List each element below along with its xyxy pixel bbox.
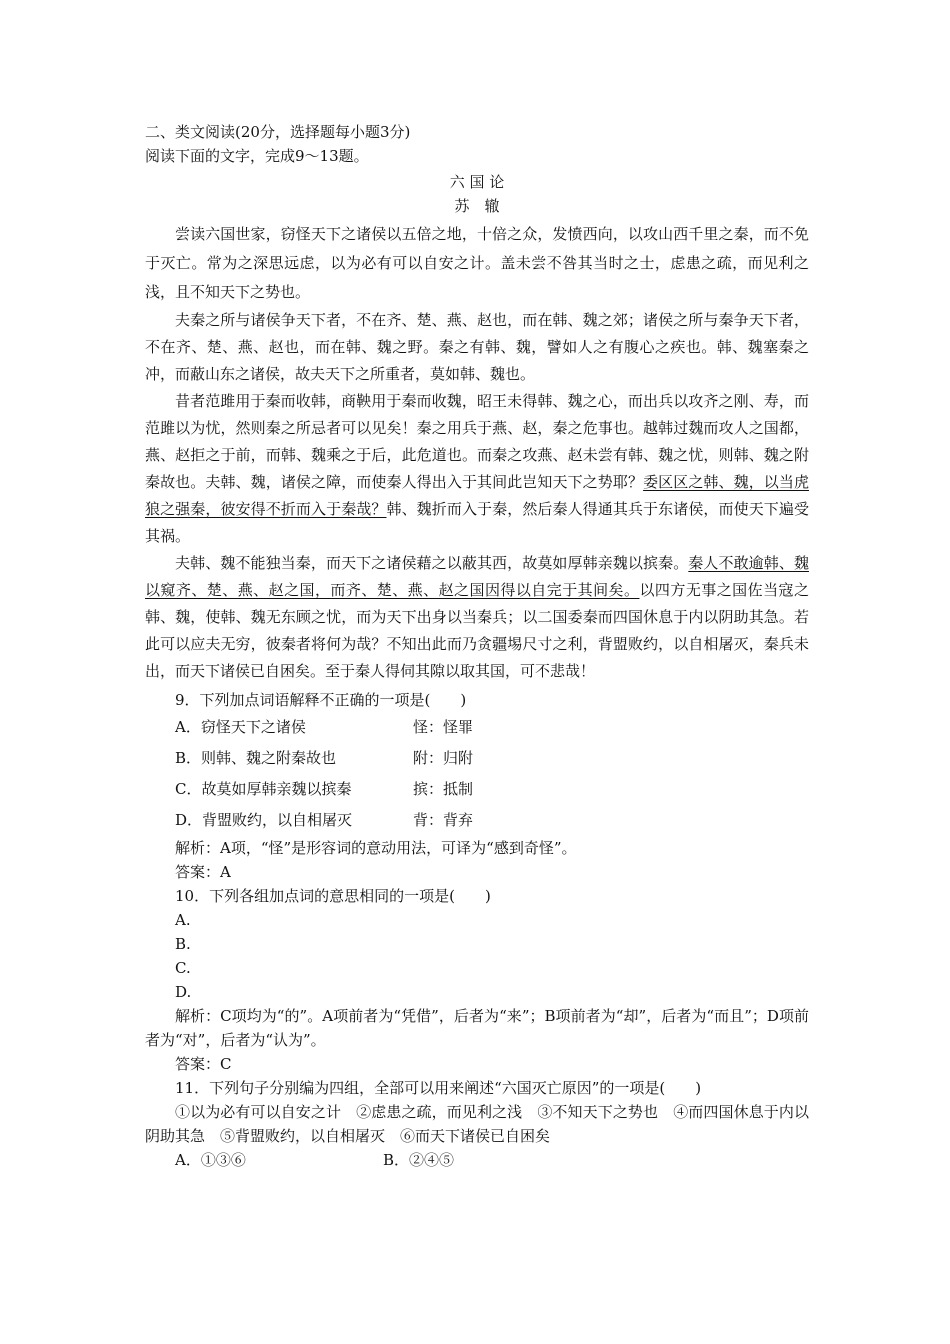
instruction: 阅读下面的文字，完成9～13题。 <box>145 147 369 165</box>
option-gloss: 怪：怪罪 <box>413 718 474 736</box>
question-10-stem: 10．下列各组加点词的意思相同的一项是( ) <box>175 887 491 905</box>
question-9-option-c <box>145 774 809 805</box>
paragraph-text: 韩、魏折而入于秦，然后秦人得通其兵于东诸侯，而使天下遍受其祸。 <box>145 500 809 545</box>
question-9-option-a <box>145 712 809 743</box>
question-10-answer: 答案：C <box>175 1055 232 1073</box>
question-10-option-a: A. <box>175 911 191 929</box>
option-sentence: D．背盟败约，以自相屠灭 <box>175 811 353 829</box>
paragraph-text: 夫韩、魏不能独当秦，而天下之诸侯藉之以蔽其西，故莫如厚韩亲魏以摈秦。 <box>175 554 689 572</box>
option-sentence: B．则韩、魏之附秦故也 <box>175 749 337 767</box>
question-11-option-a: A．①③⑥ <box>175 1151 246 1169</box>
article-title: 六 国 论 <box>449 173 505 191</box>
option-sentence: C．故莫如厚韩亲魏以摈秦 <box>175 780 352 798</box>
question-11-options <box>145 1148 809 1172</box>
question-9-analysis: 解析：A项，“怪”是形容词的意动用法，可译为“感到奇怪”。 <box>175 839 577 857</box>
document-content <box>145 120 809 1172</box>
question-9-option-d <box>145 805 809 836</box>
article-paragraph-3 <box>145 388 809 550</box>
article-author: 苏 辙 <box>454 197 500 215</box>
question-11-items: ①以为必有可以自安之计 ②虑患之疏，而见利之浅 ③不知天下之势也 ④而四国休息于内以阴助其急 ⑤背盟败约，以自相屠灭 ⑥而天下诸侯已自困矣 <box>145 1103 809 1145</box>
article-paragraph-1: 尝读六国世家，窃怪天下之诸侯以五倍之地，十倍之众，发愤西向，以攻山西千里之秦，而不免于灭亡。常为之深思远虑，以为必有可以自安之计。盖未尝不咎其当时之士，虑患之疏，而见利之浅，且不知天下之势也。 <box>145 225 809 301</box>
paragraph-text: 昔者范雎用于秦而收韩，商鞅用于秦而收魏，昭王未得韩、魏之心，而出兵以攻齐之刚、寿，而范雎以为忧，然则秦之所忌者可以见矣！秦之用兵于燕、赵，秦之危事也。越韩过魏而攻人之国都，燕、赵拒之于前，而韩、魏乘之于后，此危道也。而秦之攻燕、赵未尝有韩、魏之忧，则韩、魏之附秦故也。夫韩、魏，诸侯之障，而使秦人得出入于其间此岂知天下之势耶？ <box>145 392 809 491</box>
underlined-sentence: 秦人不敢逾韩、魏以窥齐、楚、燕、赵之国，而齐、楚、燕、赵之国因得以自完于其间矣。 <box>145 554 809 599</box>
option-gloss: 背：背弃 <box>413 811 474 829</box>
question-9-option-b <box>145 743 809 774</box>
question-10-option-d: D. <box>175 983 192 1001</box>
option-sentence: A．窃怪天下之诸侯 <box>175 718 306 736</box>
question-10-option-b: B. <box>175 935 191 953</box>
underlined-sentence: 委区区之韩、魏，以当虎狼之强秦，彼安得不折而入于秦哉？ <box>145 473 809 518</box>
question-11-option-b: B．②④⑤ <box>383 1151 455 1169</box>
question-10-analysis: 解析：C项均为“的”。A项前者为“凭借”，后者为“来”；B项前者为“却”，后者为“而且”；D项前者为“对”，后者为“认为”。 <box>145 1007 809 1049</box>
article-paragraph-4 <box>145 550 809 685</box>
option-gloss: 摈：抵制 <box>413 780 474 798</box>
question-9-stem: 9．下列加点词语解释不正确的一项是( ) <box>175 691 467 709</box>
section-title: 二、类文阅读(20分，选择题每小题3分) <box>145 123 411 141</box>
question-9-answer: 答案：A <box>175 863 231 881</box>
paragraph-text: 以四方无事之国佐当寇之韩、魏，使韩、魏无东顾之忧，而为天下出身以当秦兵；以二国委秦而四国休息于内以阴助其急。若此可以应夫无穷，彼秦者将何为哉？不知出此而乃贪疆埸尺寸之利，背盟败约，以自相屠灭，秦兵未出，而天下诸侯已自困矣。至于秦人得伺其隙以取其国，可不悲哉！ <box>145 581 809 680</box>
question-10-option-c: C. <box>175 959 191 977</box>
question-11-stem: 11．下列句子分别编为四组，全部可以用来阐述“六国灭亡原因”的一项是( ) <box>175 1079 702 1097</box>
article-paragraph-2: 夫秦之所与诸侯争天下者，不在齐、楚、燕、赵也，而在韩、魏之郊；诸侯之所与秦争天下者，不在齐、楚、燕、赵也，而在韩、魏之野。秦之有韩、魏，譬如人之有腹心之疾也。韩、魏塞秦之冲，而蔽山东之诸侯，故夫天下之所重者，莫如韩、魏也。 <box>145 311 809 383</box>
option-gloss: 附：归附 <box>413 749 474 767</box>
